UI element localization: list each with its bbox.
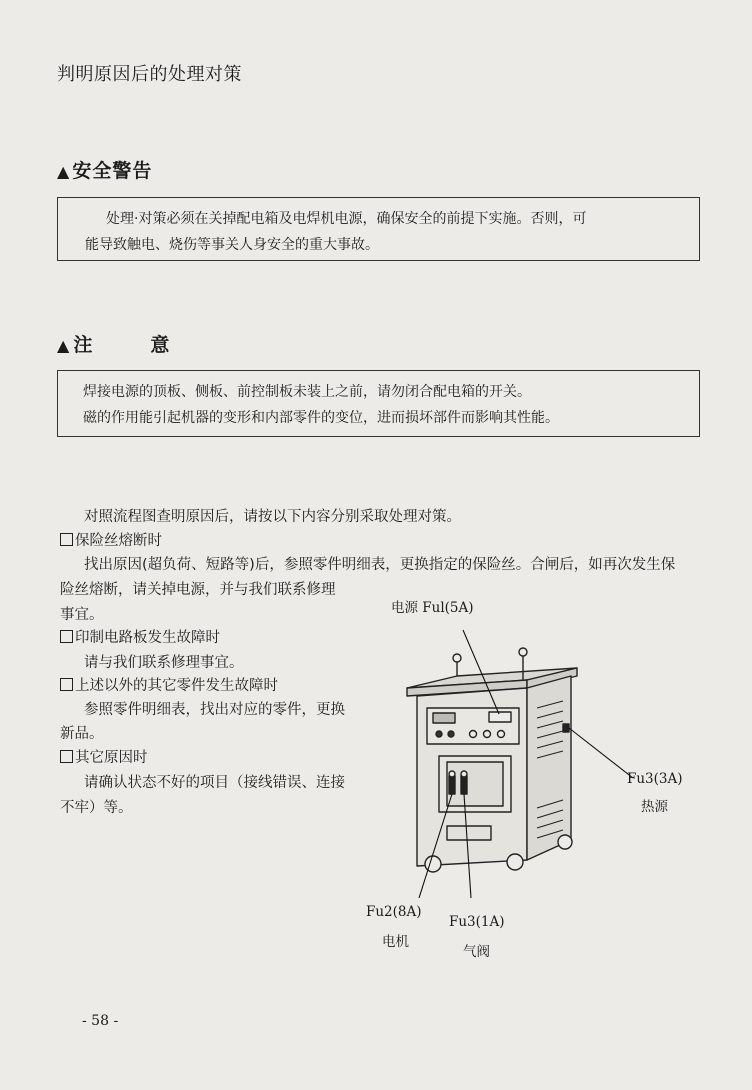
- label-fuse-fu2-name: 电机: [382, 934, 409, 950]
- fuse-fu3-heat-holder: [563, 724, 569, 732]
- other-causes-text-line-1: 请确认状态不好的项目（接线错误、连接: [84, 775, 345, 791]
- other-parts-section-title: 上述以外的其它零件发生故障时: [60, 674, 278, 695]
- safety-warning-title: 安全警告: [72, 160, 153, 182]
- checkbox-square-icon: [60, 630, 73, 643]
- page-number: - 58 -: [82, 1013, 119, 1029]
- digital-meter: [433, 713, 455, 723]
- checkbox-square-icon: [60, 533, 73, 546]
- caution-line-1: 焊接电源的顶板、侧板、前控制板未装上之前，请勿闭合配电箱的开关。: [83, 384, 531, 400]
- fuse-ful-holder: [489, 712, 511, 722]
- warning-triangle-icon: ▲: [57, 162, 71, 181]
- caster-wheel: [507, 854, 523, 870]
- fuse-text-line-2: 险丝熔断，请关掉电源，并与我们联系修理: [60, 582, 336, 598]
- other-causes-text-line-2: 不牢）等。: [60, 800, 133, 816]
- caster-wheel: [558, 835, 572, 849]
- fuse-fu2-holder: [449, 776, 455, 794]
- caution-line-2: 磁的作用能引起机器的变形和内部零件的变位，进而损坏部件而影响其性能。: [83, 410, 559, 426]
- caution-title-part-2: 意: [150, 334, 172, 356]
- label-fuse-fu3-heat-name: 热源: [641, 799, 668, 815]
- label-fuse-fu3-valve-code: Fu3(1A): [449, 914, 505, 930]
- label-fuse-fu2-code: Fu2(8A): [366, 904, 422, 920]
- fuse-fu3-valve-holder: [461, 776, 467, 794]
- leader-line-fu3-heat: [569, 728, 633, 778]
- label-fuse-fu3-valve-name: 气阀: [463, 944, 490, 960]
- machine-side-panel: [527, 676, 571, 860]
- welding-machine-illustration: [395, 628, 635, 898]
- pcb-section-title: 印制电路板发生故障时: [60, 626, 220, 647]
- other-causes-section-title: 其它原因时: [60, 746, 148, 767]
- caution-title-part-1: 注: [73, 334, 95, 356]
- fuse-section-title: 保险丝熔断时: [60, 529, 162, 550]
- safety-warning-line-1: 处理·对策必须在关掉配电箱及电焊机电源，确保安全的前提下实施。否则，可: [106, 211, 587, 227]
- label-fuse-ful: 电源 Ful(5A): [391, 600, 474, 616]
- checkbox-square-icon: [60, 750, 73, 763]
- page-title: 判明原因后的处理对策: [57, 64, 242, 85]
- fuse-text-line-1: 找出原因(超负荷、短路等)后，参照零件明细表，更换指定的保险丝。合闸后，如再次发生保: [84, 557, 676, 573]
- safety-warning-line-2: 能导致触电、烧伤等事关人身安全的重大事故。: [85, 237, 379, 253]
- caution-box: [57, 370, 700, 437]
- checkbox-square-icon: [60, 678, 73, 691]
- label-fuse-fu3-heat-code: Fu3(3A): [627, 771, 683, 787]
- other-parts-text-line-2: 新品。: [60, 726, 104, 742]
- safety-warning-heading: [57, 156, 152, 183]
- fuse-text-line-3: 事宜。: [60, 607, 104, 623]
- other-parts-text-line-1: 参照零件明细表，找出对应的零件，更换: [84, 702, 345, 718]
- caster-wheel: [425, 856, 441, 872]
- instructions-intro: 对照流程图查明原因后，请按以下内容分别采取处理对策。: [84, 509, 461, 525]
- caution-triangle-icon: ▲: [57, 336, 72, 355]
- safety-warning-box: [57, 197, 700, 261]
- pcb-text-line-1: 请与我们联系修理事宜。: [84, 655, 244, 671]
- caution-heading: [57, 330, 171, 357]
